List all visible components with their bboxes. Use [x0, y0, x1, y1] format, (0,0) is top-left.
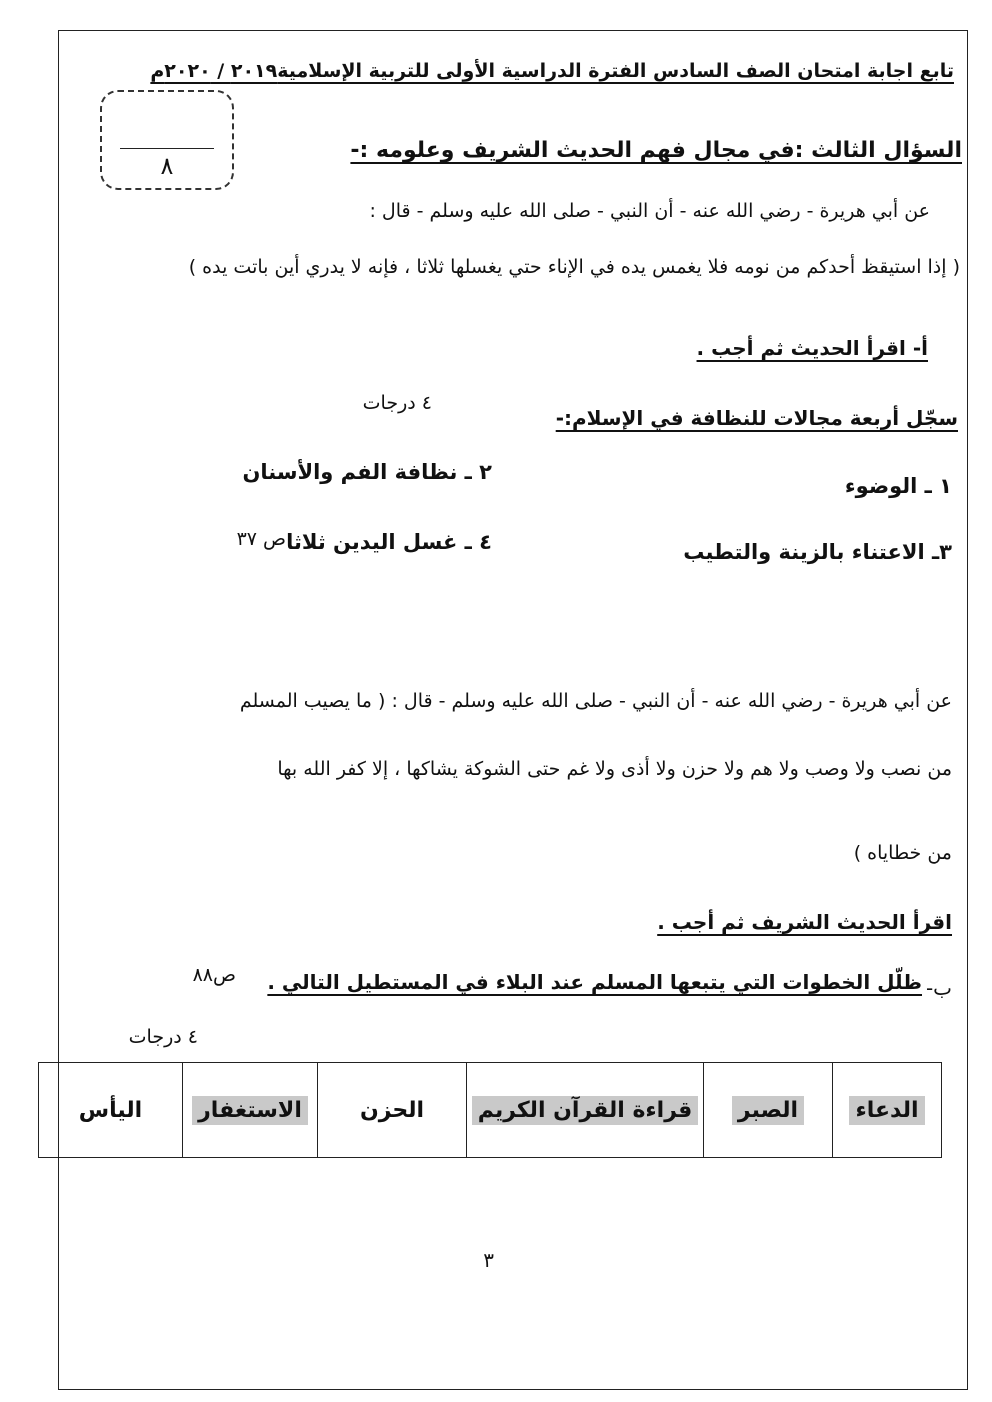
part-a-label: أ- اقرأ الحديث ثم أجب . — [696, 336, 928, 360]
steps-row — [39, 1063, 942, 1158]
steps-cell[interactable] — [467, 1063, 704, 1158]
part-b-question: ظلّل الخطوات التي يتبعها المسلم عند البلاء في المستطيل التالي . — [267, 970, 922, 994]
score-value: ٨ — [160, 152, 174, 180]
cell-label: الحزن — [359, 1097, 425, 1123]
hadith2-line1: عن أبي هريرة - رضي الله عنه - أن النبي - صلى الله عليه وسلم - قال : ( ما يصيب المسلم — [239, 690, 952, 712]
steps-table — [38, 1062, 942, 1158]
score-box — [100, 90, 234, 190]
cell-label: قراءة القرآن الكريم — [472, 1096, 699, 1125]
steps-cell[interactable] — [833, 1063, 942, 1158]
exam-header: تابع اجابة امتحان الصف السادس الفترة الدراسية الأولى للتربية الإسلامية٢٠١٩ / ٢٠٢٠م — [150, 60, 954, 82]
answer-2: ٢ ـ نظافة الفم والأسنان — [242, 460, 492, 484]
part-b-intro: اقرأ الحديث الشريف ثم أجب . — [657, 910, 952, 934]
part-a-question: سجّل أربعة مجالات للنظافة في الإسلام:- — [555, 406, 958, 430]
part-a-marks: ٤ درجات — [362, 392, 432, 414]
steps-cell[interactable] — [318, 1063, 467, 1158]
cell-label: الاستغفار — [192, 1096, 308, 1125]
answer-3: ٣ـ الاعتناء بالزينة والتطيب — [683, 540, 952, 564]
hadith2-line2: من نصب ولا وصب ولا هم ولا حزن ولا أذى ولا غم حتى الشوكة يشاكها ، إلا كفر الله بها — [277, 758, 952, 780]
score-divider — [120, 148, 214, 149]
cell-label: الدعاء — [849, 1096, 924, 1125]
cell-label: اليأس — [78, 1097, 143, 1123]
part-b-page-ref: ص٨٨ — [192, 964, 236, 986]
answer-1: ١ ـ الوضوء — [844, 474, 952, 498]
steps-cell[interactable] — [704, 1063, 833, 1158]
part-b-label: ب- — [925, 976, 952, 1000]
answer-4: ٤ ـ غسل اليدين ثلاثا — [286, 530, 492, 554]
steps-cell[interactable] — [39, 1063, 183, 1158]
page-number: ٣ — [483, 1248, 494, 1272]
hadith1-text: ( إذا استيقظ أحدكم من نومه فلا يغمس يده في الإناء حتي يغسلها ثلاثا ، فإنه لا يدري أين باتت يده ) — [188, 256, 960, 278]
hadith2-line3: من خطاياه ) — [853, 842, 952, 864]
question-title: السؤال الثالث :في مجال فهم الحديث الشريف وعلومه :- — [350, 138, 962, 163]
hadith1-intro: عن أبي هريرة - رضي الله عنه - أن النبي - صلى الله عليه وسلم - قال : — [369, 200, 930, 222]
part-a-page-ref: ص ٣٧ — [236, 528, 286, 550]
part-b-marks: ٤ درجات — [128, 1026, 198, 1048]
cell-label: الصبر — [732, 1096, 804, 1125]
steps-cell[interactable] — [183, 1063, 318, 1158]
